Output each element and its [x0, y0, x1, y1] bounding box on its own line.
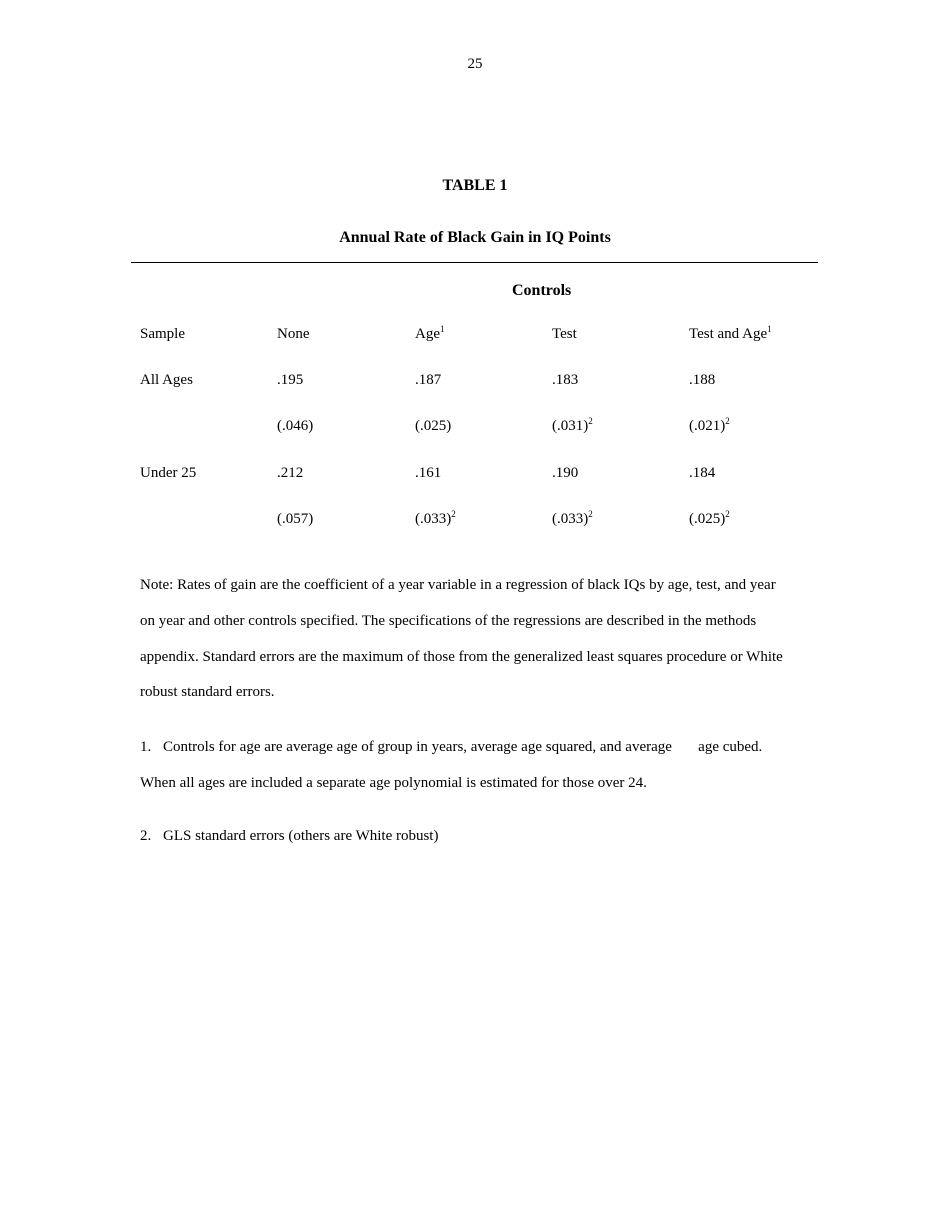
table-title: Annual Rate of Black Gain in IQ Points [339, 229, 611, 246]
footnote-1: 1. Controls for age are average age of group in years, average age squared, and average age cubed. [140, 739, 763, 755]
estimate-cell: .187 [415, 372, 442, 388]
column-header-sample: Sample [140, 326, 185, 342]
column-header-none: None [277, 326, 310, 342]
footnote-2: 2. GLS standard errors (others are White robust) [140, 828, 439, 844]
estimate-cell: .190 [552, 465, 579, 481]
column-header-test: Test [552, 326, 577, 342]
std-error-cell: $(.031)^2$ [552, 416, 593, 434]
column-header-test-and-age: Test and Age$^1$ [689, 324, 772, 342]
std-error-cell: $(.033)^2$ [415, 509, 456, 527]
std-error-cell: (.057) [277, 511, 314, 527]
estimate-cell: .184 [689, 465, 716, 481]
page-number: 25 [467, 56, 483, 72]
estimate-cell: .188 [689, 372, 716, 388]
note-line: Note: Rates of gain are the coefficient of a year variable in a regression of black IQs by age, test, and year [140, 577, 776, 593]
table-top-rule [131, 262, 818, 263]
note-line: appendix. Standard errors are the maximum of those from the generalized least squares procedure or White [140, 649, 783, 665]
estimate-cell: .195 [277, 372, 304, 388]
row-label-under-25: Under 25 [140, 465, 197, 481]
table-label: TABLE 1 [442, 177, 508, 194]
note-line: on year and other controls specified. The specifications of the regressions are described in the methods [140, 613, 757, 629]
estimate-cell: .212 [277, 465, 304, 481]
std-error-cell: (.025) [415, 418, 452, 434]
row-label-all-ages: All Ages [140, 372, 193, 388]
note-line: robust standard errors. [140, 684, 275, 700]
std-error-cell: (.046) [277, 418, 314, 434]
column-header-age: Age$^1$ [415, 324, 445, 342]
estimate-cell: .161 [415, 465, 442, 481]
footnote-1-continuation: When all ages are included a separate age polynomial is estimated for those over 24. [140, 775, 647, 791]
std-error-cell: $(.025)^2$ [689, 509, 730, 527]
estimate-cell: .183 [552, 372, 579, 388]
std-error-cell: $(.033)^2$ [552, 509, 593, 527]
std-error-cell: $(.021)^2$ [689, 416, 730, 434]
controls-header: Controls [512, 282, 572, 299]
